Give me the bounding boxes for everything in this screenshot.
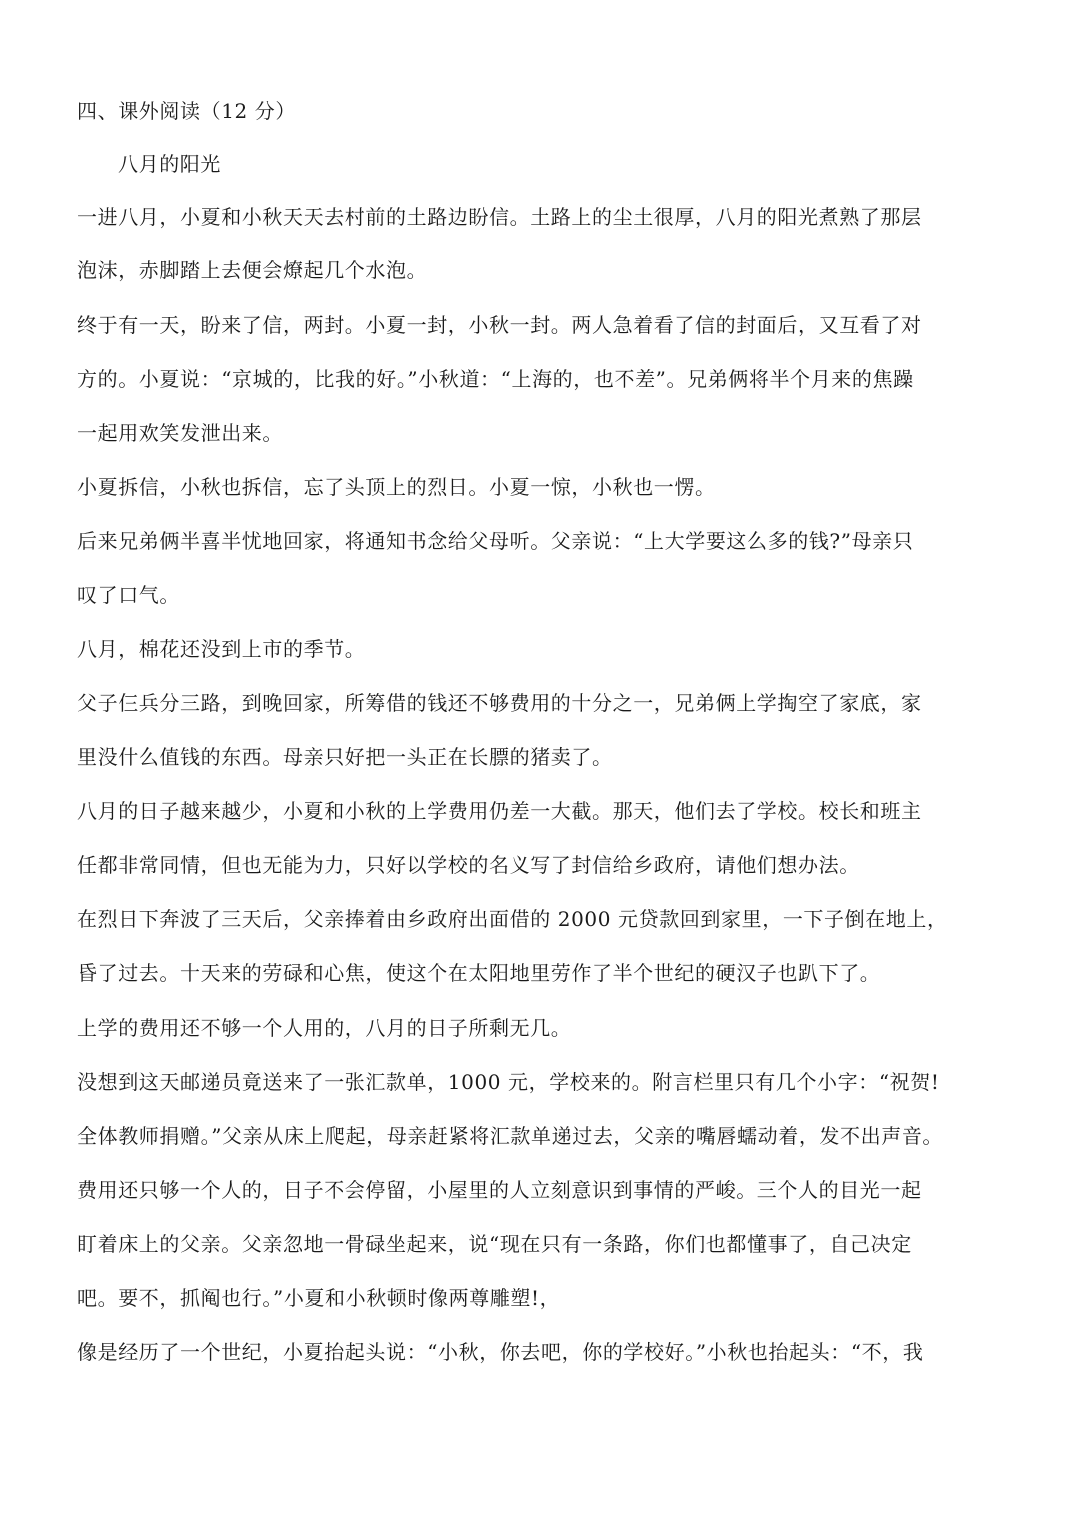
text-line: 泡沫，赤脚踏上去便会燎起几个水泡。 bbox=[77, 258, 428, 282]
text-line: 一进八月，小夏和小秋天天去村前的土路边盼信。土路上的尘土很厚，八月的阳光煮熟了那层 bbox=[77, 205, 922, 229]
text-line: 一起用欢笑发泄出来。 bbox=[77, 421, 283, 445]
text-line: 盯着床上的父亲。父亲忽地一骨碌坐起来，说“现在只有一条路，你们也都懂事了，自己决定 bbox=[77, 1232, 912, 1256]
section-heading: 四、课外阅读（12 分） bbox=[77, 99, 297, 123]
text-line: 没想到这天邮递员竟送来了一张汇款单，1000 元，学校来的。附言栏里只有几个小字：“祝贺! bbox=[77, 1070, 940, 1094]
text-line: 八月，棉花还没到上市的季节。 bbox=[77, 637, 366, 661]
text-line: 像是经历了一个世纪，小夏抬起头说：“小秋，你去吧，你的学校好。”小秋也抬起头：“不，我 bbox=[77, 1340, 924, 1364]
text-line: 上学的费用还不够一个人用的，八月的日子所剩无几。 bbox=[77, 1016, 572, 1040]
text-line: 里没什么值钱的东西。母亲只好把一头正在长膘的猪卖了。 bbox=[77, 745, 613, 769]
text-line: 吧。要不，抓阄也行。”小夏和小秋顿时像两尊雕塑!， bbox=[77, 1286, 561, 1310]
text-line: 任都非常同情，但也无能为力，只好以学校的名义写了封信给乡政府，请他们想办法。 bbox=[77, 853, 860, 877]
text-line: 终于有一天，盼来了信，两封。小夏一封，小秋一封。两人急着看了信的封面后，又互看了对 bbox=[77, 313, 922, 337]
text-line: 父子仨兵分三路，到晚回家，所筹借的钱还不够费用的十分之一，兄弟俩上学掏空了家底，家 bbox=[77, 691, 922, 715]
article-title: 八月的阳光 bbox=[118, 152, 221, 176]
text-line: 费用还只够一个人的，日子不会停留，小屋里的人立刻意识到事情的严峻。三个人的目光一起 bbox=[77, 1178, 922, 1202]
text-line: 全体教师捐赠。”父亲从床上爬起，母亲赶紧将汇款单递过去，父亲的嘴唇蠕动着，发不出声音。 bbox=[77, 1124, 944, 1148]
text-line: 昏了过去。十天来的劳碌和心焦，使这个在太阳地里劳作了半个世纪的硬汉子也趴下了。 bbox=[77, 961, 881, 985]
text-line: 小夏拆信，小秋也拆信，忘了头顶上的烈日。小夏一惊，小秋也一愣。 bbox=[77, 475, 716, 499]
text-line: 八月的日子越来越少，小夏和小秋的上学费用仍差一大截。那天，他们去了学校。校长和班主 bbox=[77, 799, 922, 823]
text-line: 叹了口气。 bbox=[77, 583, 180, 607]
text-line: 方的。小夏说：“京城的，比我的好。”小秋道：“上海的，也不差”。兄弟俩将半个月来的焦躁 bbox=[77, 367, 914, 391]
text-line: 在烈日下奔波了三天后，父亲捧着由乡政府出面借的 2000 元贷款回到家里，一下子倒在地上， bbox=[77, 907, 948, 931]
text-line: 后来兄弟俩半喜半忧地回家，将通知书念给父母听。父亲说：“上大学要这么多的钱?”母亲只 bbox=[77, 529, 914, 553]
